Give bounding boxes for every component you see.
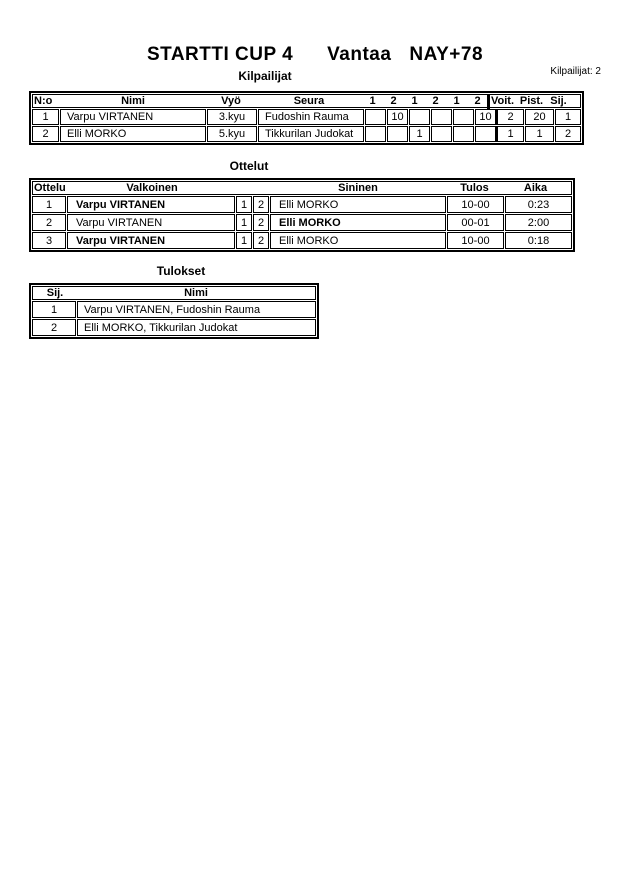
score-cell: [365, 126, 386, 142]
competitor-place: 2: [555, 126, 581, 142]
col-header-points: Pist.: [519, 95, 544, 107]
col-header-place: Sij.: [550, 95, 567, 107]
white-competitor: Varpu VIRTANEN: [67, 232, 235, 249]
competitor-name: Elli MORKO: [60, 126, 206, 142]
col-header-score-1: 1: [369, 95, 376, 107]
header-group-divider: [487, 94, 490, 109]
result-place: 1: [32, 301, 76, 318]
match-time: 0:18: [505, 232, 572, 249]
white-competitor: Varpu VIRTANEN: [67, 196, 235, 213]
col-header-white: Valkoinen: [126, 182, 178, 194]
blue-competitor: Elli MORKO: [270, 232, 446, 249]
competitor-row: [32, 126, 581, 142]
col-header-name: Nimi: [121, 95, 145, 107]
result-name: Varpu VIRTANEN, Fudoshin Rauma: [77, 301, 316, 318]
matches-section-title: Ottelut: [229, 159, 269, 173]
match-row: [32, 232, 572, 249]
col-header-match: Ottelu: [34, 182, 66, 194]
col-header-name: Nimi: [184, 287, 208, 299]
competitors-table: [29, 91, 584, 145]
match-number: 2: [32, 214, 66, 231]
page-title: [0, 44, 630, 66]
col-header-result: Tulos: [460, 182, 489, 194]
matches-table-header: [32, 181, 572, 195]
competitor-belt: 5.kyu: [207, 126, 257, 142]
match-row: [32, 214, 572, 231]
matches-table: [29, 178, 575, 252]
event-category: NAY+78: [409, 44, 484, 65]
white-competitor-number: 1: [236, 196, 252, 213]
white-competitor: Varpu VIRTANEN: [67, 214, 235, 231]
results-section-title: Tulokset: [156, 264, 206, 278]
col-header-score-3: 1: [411, 95, 418, 107]
competitor-belt: 3.kyu: [207, 109, 257, 125]
col-header-score-5: 1: [453, 95, 460, 107]
result-row: [32, 319, 316, 336]
match-number: 3: [32, 232, 66, 249]
col-header-club: Seura: [293, 95, 325, 107]
competitor-place: 1: [555, 109, 581, 125]
competitor-wins: 1: [496, 126, 524, 142]
score-cell: [365, 109, 386, 125]
result-row: [32, 301, 316, 318]
competitor-row: [32, 109, 581, 125]
event-title: STARTTI CUP 4: [146, 44, 294, 65]
col-header-place: Sij.: [46, 287, 64, 299]
competitor-wins: 2: [496, 109, 524, 125]
competitor-count-label: Kilpailijat: 2: [550, 66, 601, 77]
blue-competitor: Elli MORKO: [270, 214, 446, 231]
white-competitor-number: 1: [236, 232, 252, 249]
col-header-belt: Vyö: [221, 95, 241, 107]
score-cell: [431, 109, 452, 125]
event-city: Vantaa: [327, 44, 392, 65]
col-header-wins: Voit.: [490, 95, 514, 107]
blue-competitor-number: 2: [253, 232, 269, 249]
result-name: Elli MORKO, Tikkurilan Judokat: [77, 319, 316, 336]
match-result: 00-01: [447, 214, 504, 231]
score-cell: [387, 126, 408, 142]
col-header-score-2: 2: [390, 95, 397, 107]
competitor-name: Varpu VIRTANEN: [60, 109, 206, 125]
white-competitor-number: 1: [236, 214, 252, 231]
match-row: [32, 196, 572, 213]
score-cell: 1: [409, 126, 430, 142]
score-cell: [453, 126, 474, 142]
col-header-blue: Sininen: [338, 182, 378, 194]
match-time: 2:00: [505, 214, 572, 231]
competitors-table-header: [32, 94, 581, 108]
col-header-score-6: 2: [474, 95, 481, 107]
score-cell: [475, 126, 496, 142]
blue-competitor-number: 2: [253, 196, 269, 213]
competitors-section-title: Kilpailijat: [238, 69, 292, 83]
col-header-no: N:o: [34, 95, 53, 107]
competitor-number: 1: [32, 109, 59, 125]
match-result: 10-00: [447, 196, 504, 213]
match-result: 10-00: [447, 232, 504, 249]
competitor-points: 1: [525, 126, 554, 142]
score-cell: [431, 126, 452, 142]
competitor-club: Fudoshin Rauma: [258, 109, 364, 125]
col-header-score-4: 2: [432, 95, 439, 107]
match-time: 0:23: [505, 196, 572, 213]
score-cell: 10: [475, 109, 496, 125]
score-cell: 10: [387, 109, 408, 125]
competitor-club: Tikkurilan Judokat: [258, 126, 364, 142]
score-cell: [453, 109, 474, 125]
blue-competitor-number: 2: [253, 214, 269, 231]
col-header-time: Aika: [523, 182, 548, 194]
match-number: 1: [32, 196, 66, 213]
result-place: 2: [32, 319, 76, 336]
results-table-header: [32, 286, 316, 300]
competitor-number: 2: [32, 126, 59, 142]
score-cell: [409, 109, 430, 125]
blue-competitor: Elli MORKO: [270, 196, 446, 213]
competitor-points: 20: [525, 109, 554, 125]
results-table: [29, 283, 319, 339]
